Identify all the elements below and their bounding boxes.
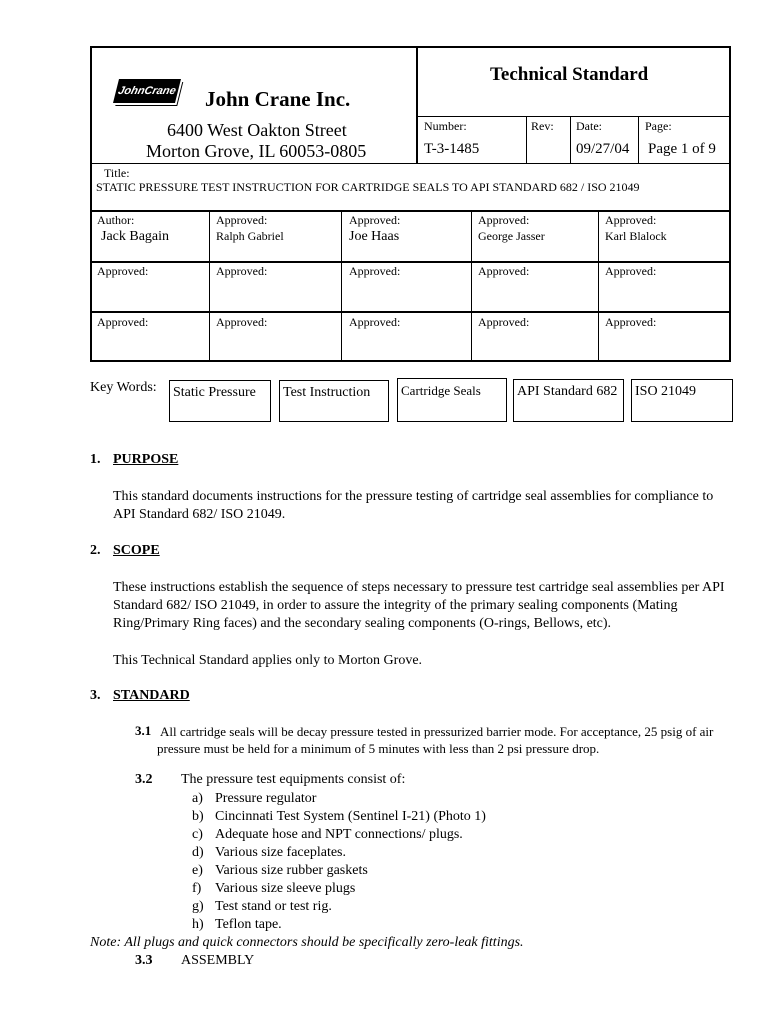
section-heading-standard: STANDARD bbox=[113, 688, 190, 703]
subsection-number: 3.3 bbox=[135, 953, 153, 968]
keyword-box: API Standard 682 bbox=[513, 379, 624, 422]
section-heading-scope: SCOPE bbox=[113, 543, 160, 558]
subsection-3-2-text: The pressure test equipments consist of: bbox=[181, 772, 406, 787]
approver-label: Approved: bbox=[605, 264, 657, 278]
keyword-box: Static Pressure bbox=[169, 380, 271, 422]
address-line2: Morton Grove, IL 60053-0805 bbox=[146, 141, 367, 161]
list-item-letter: g) bbox=[192, 899, 204, 914]
approver-label: Approved: bbox=[97, 264, 149, 278]
approver-label: Approved: bbox=[97, 315, 149, 329]
keywords-label: Key Words: bbox=[90, 380, 157, 395]
rev-label: Rev: bbox=[531, 119, 554, 133]
list-item-letter: f) bbox=[192, 881, 202, 896]
page-value: Page 1 of 9 bbox=[648, 141, 716, 157]
approver-name: George Jasser bbox=[478, 229, 545, 243]
section-heading-purpose: PURPOSE bbox=[113, 452, 179, 467]
keyword-box: Test Instruction bbox=[279, 380, 389, 422]
list-item: Teflon tape. bbox=[215, 917, 282, 932]
author-label: Author: bbox=[97, 213, 135, 227]
scope-applicability: This Technical Standard applies only to Morton Grove. bbox=[113, 653, 423, 668]
subsection-3-3-title: ASSEMBLY bbox=[181, 953, 255, 968]
page-label: Page: bbox=[645, 119, 672, 133]
approver-label: Approved: bbox=[216, 315, 268, 329]
list-item-letter: h) bbox=[192, 917, 204, 932]
approver-label: Approved: bbox=[478, 213, 530, 227]
approver-label: Approved: bbox=[349, 264, 401, 278]
company-name: John Crane Inc. bbox=[205, 87, 351, 111]
keyword-box: ISO 21049 bbox=[631, 379, 733, 422]
document-title: STATIC PRESSURE TEST INSTRUCTION FOR CARTRIDGE SEALS TO API STANDARD 682 / ISO 21049 bbox=[96, 180, 640, 194]
logo-text: JohnCrane bbox=[116, 85, 178, 97]
approver-label: Approved: bbox=[216, 264, 268, 278]
approver-name: Joe Haas bbox=[349, 229, 400, 244]
subsection-number: 3.1 bbox=[135, 723, 152, 738]
doc-type-heading: Technical Standard bbox=[490, 64, 649, 85]
date-value: 09/27/04 bbox=[576, 141, 630, 157]
list-item: Cincinnati Test System (Sentinel I-21) (Photo 1) bbox=[215, 809, 486, 824]
approver-label: Approved: bbox=[478, 264, 530, 278]
date-label: Date: bbox=[576, 119, 602, 133]
list-item: Various size sleeve plugs bbox=[215, 881, 356, 896]
list-item-letter: c) bbox=[192, 827, 203, 842]
approver-label: Approved: bbox=[605, 213, 657, 227]
list-item-letter: d) bbox=[192, 845, 204, 860]
section-number: 3. bbox=[90, 688, 101, 703]
purpose-paragraph: This standard documents instructions for the pressure testing of cartridge seal assemblies for compliance to API Standard 682/ ISO 21049. bbox=[113, 489, 714, 522]
company-logo bbox=[113, 79, 181, 103]
approver-name: Ralph Gabriel bbox=[216, 229, 284, 243]
approver-label: Approved: bbox=[478, 315, 530, 329]
note-text: Note: All plugs and quick connectors should be specifically zero-leak fittings. bbox=[90, 935, 524, 950]
subsection-number: 3.2 bbox=[135, 772, 153, 787]
list-item: Various size rubber gaskets bbox=[215, 863, 368, 878]
approver-name: Karl Blalock bbox=[605, 229, 667, 243]
approver-label: Approved: bbox=[349, 315, 401, 329]
list-item-letter: a) bbox=[192, 791, 203, 806]
list-item: Adequate hose and NPT connections/ plugs. bbox=[215, 827, 463, 842]
list-item: Pressure regulator bbox=[215, 791, 317, 806]
section-number: 2. bbox=[90, 543, 101, 558]
list-item-letter: e) bbox=[192, 863, 203, 878]
approver-label: Approved: bbox=[349, 213, 401, 227]
subsection-3-1-text: All cartridge seals will be decay pressure tested in pressurized barrier mode. For acceptance, 25 psig of air pressure must be held for a minimum of 5 minutes with less than 2 psi pressure drop. bbox=[157, 724, 714, 756]
list-item: Test stand or test rig. bbox=[215, 899, 332, 914]
list-item-letter: b) bbox=[192, 809, 204, 824]
number-value: T-3-1485 bbox=[424, 141, 480, 157]
keyword-box: Cartridge Seals bbox=[397, 378, 507, 422]
scope-paragraph: These instructions establish the sequence of steps necessary to pressure test cartridge seal assemblies per API Standard 682/ ISO 21049, in order to assure the integrity of the primary sealing components (Mating Ring/Primary Ring faces) and the secondary sealing components (O-rings, Bellows, etc). bbox=[113, 580, 725, 631]
address-line1: 6400 West Oakton Street bbox=[167, 120, 347, 140]
list-item: Various size faceplates. bbox=[215, 845, 346, 860]
title-label: Title: bbox=[104, 166, 130, 180]
approver-label: Approved: bbox=[605, 315, 657, 329]
section-number: 1. bbox=[90, 452, 101, 467]
number-label: Number: bbox=[424, 119, 467, 133]
author-name: Jack Bagain bbox=[101, 229, 170, 244]
approver-label: Approved: bbox=[216, 213, 268, 227]
